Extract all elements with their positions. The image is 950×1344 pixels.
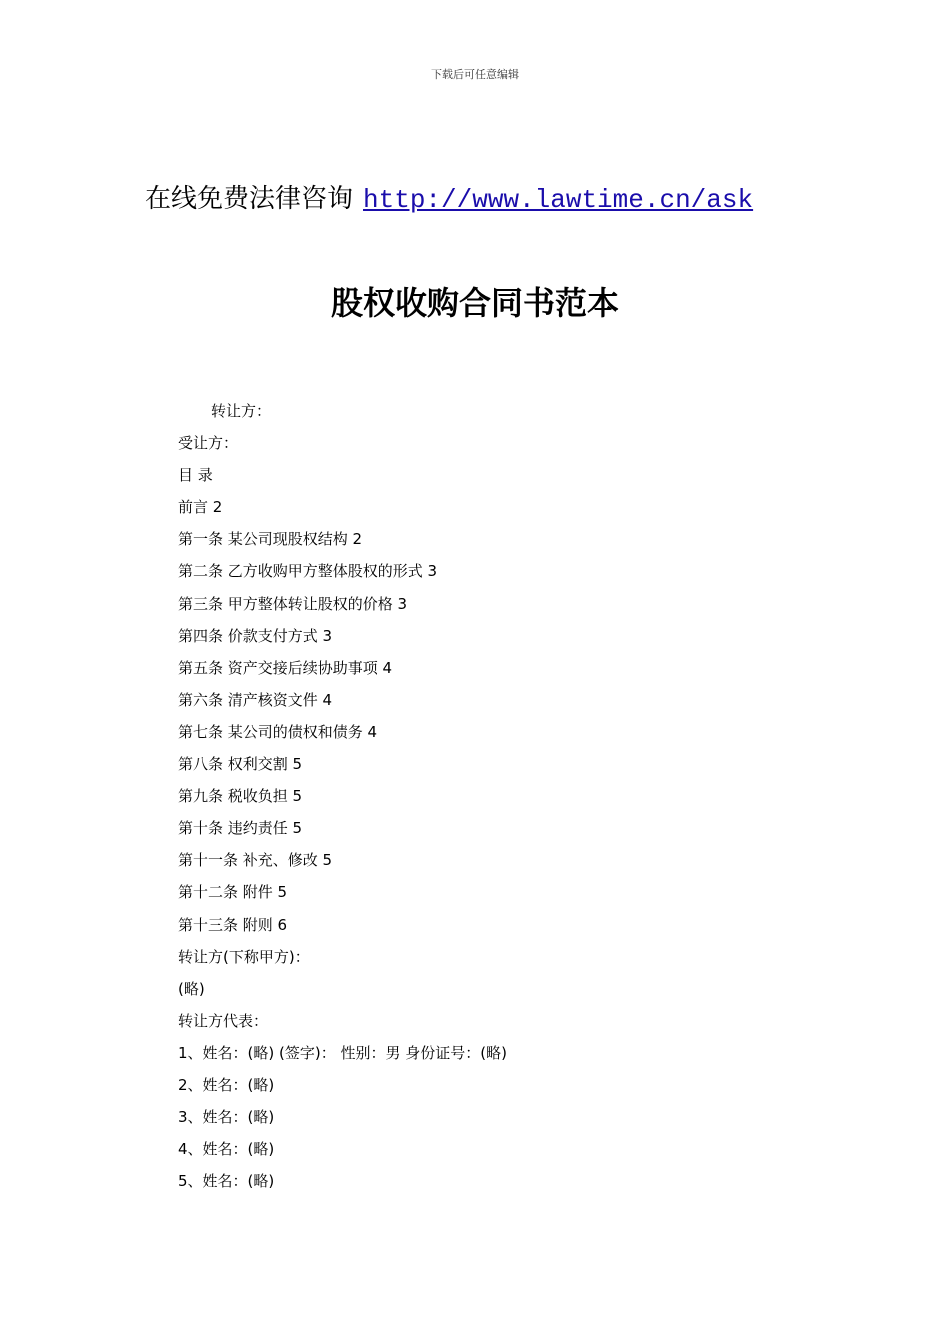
consultation-text: 在线免费法律咨询 bbox=[145, 184, 354, 214]
toc-item-article-4: 第四条 价款支付方式 3 bbox=[178, 626, 333, 645]
toc-item-preface: 前言 2 bbox=[178, 498, 223, 517]
party-a-heading: 转让方(下称甲方)： bbox=[178, 947, 310, 966]
representative-1: 1、姓名：(略) (签字)： 性别：男 身份证号：(略) bbox=[178, 1043, 507, 1062]
toc-heading: 目 录 bbox=[178, 466, 213, 485]
toc-item-article-5: 第五条 资产交接后续协助事项 4 bbox=[178, 658, 393, 677]
representative-4: 4、姓名：(略) bbox=[178, 1140, 275, 1159]
toc-item-article-1: 第一条 某公司现股权结构 2 bbox=[178, 530, 363, 549]
toc-item-article-3: 第三条 甲方整体转让股权的价格 3 bbox=[178, 594, 408, 613]
party-a-omitted: (略) bbox=[178, 979, 205, 998]
representative-2: 2、姓名：(略) bbox=[178, 1075, 275, 1094]
document-body bbox=[178, 398, 878, 1200]
document-title: 股权收购合同书范本 bbox=[330, 284, 619, 322]
transferor-label: 转让方： bbox=[211, 402, 272, 420]
consultation-line bbox=[145, 178, 753, 215]
consultation-link[interactable]: http://www.lawtime.cn/ask bbox=[363, 185, 754, 215]
representatives-heading: 转让方代表： bbox=[178, 1011, 269, 1030]
representative-5: 5、姓名：(略) bbox=[178, 1172, 275, 1191]
toc-item-article-13: 第十三条 附则 6 bbox=[178, 915, 288, 934]
toc-item-article-7: 第七条 某公司的债权和债务 4 bbox=[178, 722, 378, 741]
page-header-note: 下载后可任意编辑 bbox=[431, 68, 519, 81]
toc-item-article-12: 第十二条 附件 5 bbox=[178, 883, 288, 902]
toc-item-article-6: 第六条 清产核资文件 4 bbox=[178, 690, 333, 709]
representative-3: 3、姓名：(略) bbox=[178, 1108, 275, 1127]
toc-item-article-10: 第十条 违约责任 5 bbox=[178, 819, 303, 838]
transferee-label: 受让方： bbox=[178, 434, 239, 453]
toc-item-article-8: 第八条 权利交割 5 bbox=[178, 755, 303, 774]
toc-item-article-9: 第九条 税收负担 5 bbox=[178, 787, 303, 806]
toc-item-article-11: 第十一条 补充、修改 5 bbox=[178, 851, 333, 870]
toc-item-article-2: 第二条 乙方收购甲方整体股权的形式 3 bbox=[178, 562, 438, 581]
